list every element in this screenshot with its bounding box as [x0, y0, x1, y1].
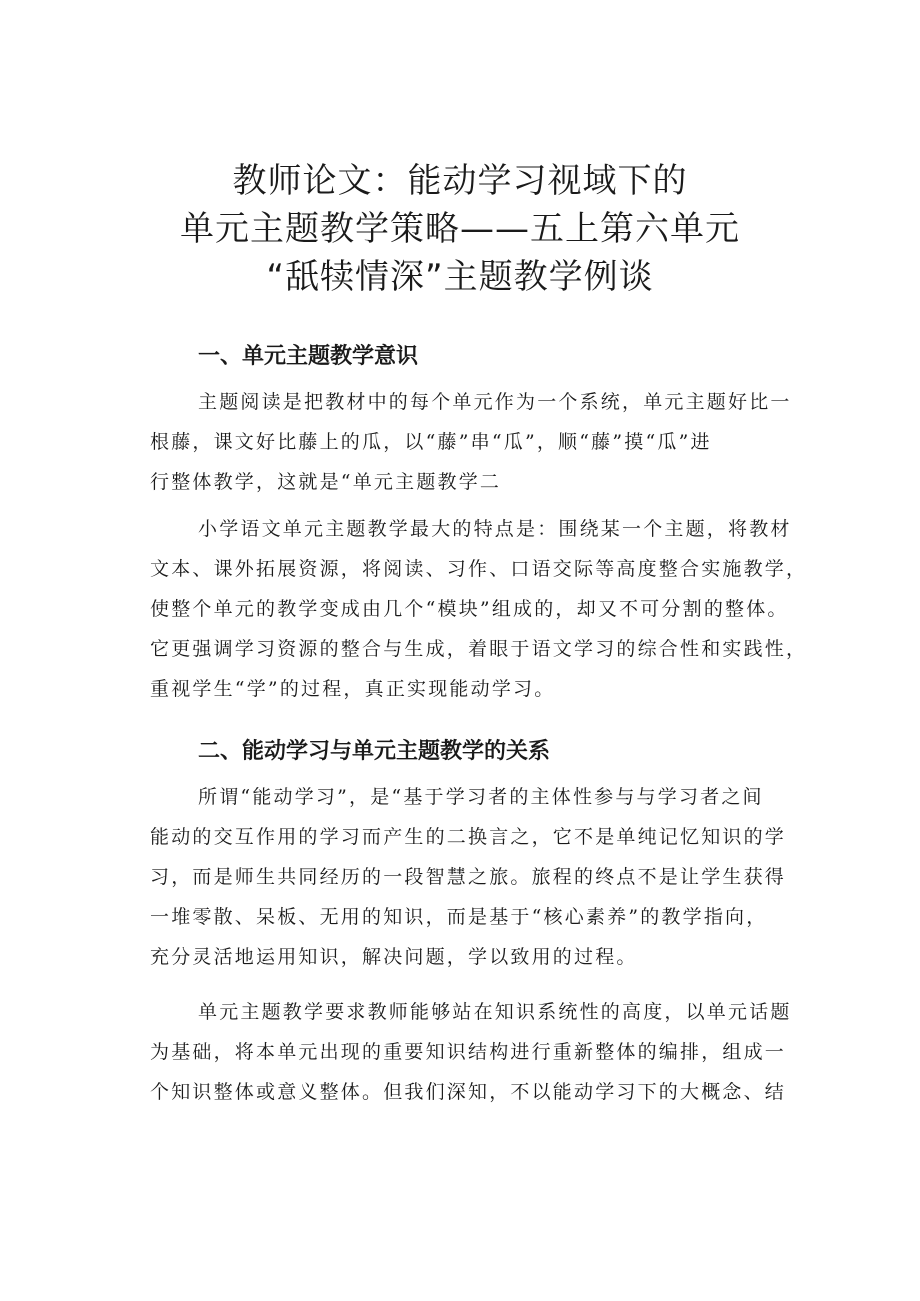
paragraph-line: 文本、课外拓展资源，将阅读、习作、口语交际等高度整合实施教学， — [150, 558, 808, 580]
section-heading-1: 一、单元主题教学意识 — [198, 344, 419, 369]
paragraph-line: 行整体教学，这就是“单元主题教学二 — [150, 471, 502, 493]
paragraph-line: 单元主题教学要求教师能够站在知识系统性的高度，以单元话题 — [198, 1001, 792, 1023]
paragraph-line: 它更强调学习资源的整合与生成，着眼于语文学习的综合性和实践性， — [150, 638, 808, 660]
paragraph-line: 重视学生“学”的过程，真正实现能动学习。 — [150, 678, 556, 700]
paragraph-4 — [150, 992, 810, 1112]
paragraph-line: 为基础，将本单元出现的重要知识结构进行重新整体的编排，组成一 — [150, 1041, 787, 1063]
document-title — [140, 157, 780, 301]
title-line-3: “舐犊情深”主题教学例谈 — [266, 257, 654, 297]
section-heading-2: 二、能动学习与单元主题教学的关系 — [198, 739, 551, 764]
title-line-1: 教师论文：能动学习视域下的 — [232, 161, 688, 201]
paragraph-line: 使整个单元的教学变成由几个“模块”组成的，却又不可分割的整体。 — [150, 598, 789, 620]
paragraph-line: 一堆零散、呆板、无用的知识，而是基于“核心素养”的教学指向， — [150, 906, 768, 928]
paragraph-line: 主题阅读是把教材中的每个单元作为一个系统，单元主题好比一 — [198, 391, 792, 413]
paragraph-3 — [150, 777, 810, 977]
paragraph-line: 根藤，课文好比藤上的瓜，以“藤”串“瓜”，顺“藤”摸“瓜”进 — [150, 431, 712, 453]
paragraph-line: 个知识整体或意义整体。但我们深知，不以能动学习下的大概念、结 — [150, 1081, 787, 1103]
title-line-2: 单元主题教学策略——五上第六单元 — [180, 209, 740, 249]
paragraph-line: 能动的交互作用的学习而产生的二换言之，它不是单纯记忆知识的学 — [150, 826, 787, 848]
paragraph-line: 小学语文单元主题教学最大的特点是：围绕某一个主题，将教材 — [198, 518, 792, 540]
paragraph-1 — [150, 382, 810, 502]
paragraph-line: 所谓“能动学习”，是“基于学习者的主体性参与与学习者之间 — [198, 786, 764, 808]
paragraph-line: 充分灵活地运用知识，解决问题，学以致用的过程。 — [150, 946, 638, 968]
paragraph-2 — [150, 509, 810, 709]
paragraph-line: 习，而是师生共同经历的一段智慧之旅。旅程的终点不是让学生获得 — [150, 866, 787, 888]
